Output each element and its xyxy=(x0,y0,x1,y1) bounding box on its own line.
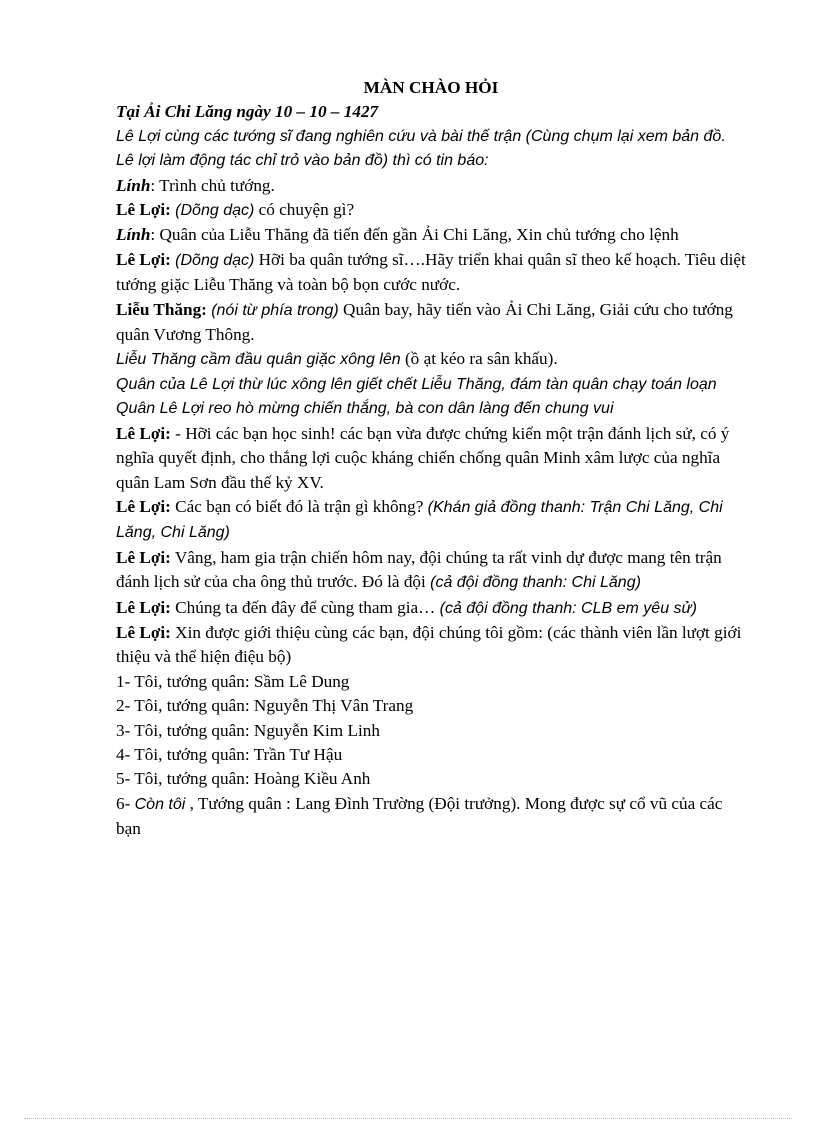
member-item: 1- Tôi, tướng quân: Sầm Lê Dung xyxy=(116,671,350,691)
speaker-name: Lê Lợi: xyxy=(116,597,171,617)
page-title: MÀN CHÀO HỎI xyxy=(363,78,499,97)
line-text: Xin được giới thiệu cùng các bạn, đội chúng tôi gồm: (các thành viên lần lượt giới thiệu và thể hiện điệu bộ) xyxy=(116,622,742,667)
narration xyxy=(116,347,746,372)
line-text: Trình chủ tướng. xyxy=(159,175,275,195)
stage-direction: (Dõng dạc) xyxy=(175,202,255,220)
member-italic: Còn tôi xyxy=(134,795,186,813)
dialogue-line xyxy=(116,298,746,348)
speaker-name: Lính xyxy=(116,175,151,195)
member-item: 5- Tôi, tướng quân: Hoàng Kiều Anh xyxy=(116,769,371,789)
page-bottom-border xyxy=(24,1118,792,1119)
dialogue-line xyxy=(116,546,746,596)
member-item-last xyxy=(116,792,746,842)
dialogue-line xyxy=(116,198,746,223)
separator: : xyxy=(150,225,160,245)
member-item: 2- Tôi, tướng quân: Nguyễn Thị Vân Trang xyxy=(116,696,414,716)
speaker-name: Lê Lợi: xyxy=(116,249,171,269)
separator: : xyxy=(150,175,160,195)
member-text: , Tướng quân : Lang Đình Trường (Đội trưởng). Mong được sự cổ vũ của các bạn xyxy=(116,793,723,839)
line-text: Chúng ta đến đây để cùng tham gia… xyxy=(170,597,440,617)
stage-direction: (cả đội đồng thanh: CLB em yêu sử) xyxy=(439,599,697,617)
speaker-name: Lê Lợi: xyxy=(116,200,171,220)
dialogue-line xyxy=(116,596,746,621)
narration: Quân Lê Lợi reo hò mừng chiến thắng, bà con dân làng đến chung vui xyxy=(116,400,614,418)
line-text: - Hỡi các bạn học sinh! các bạn vừa được chứng kiến một trận đánh lịch sử, có ý nghĩa quyết định, cho thắng lợi cuộc kháng chiến chống quân Minh xâm lược của nghĩa quân Lam Sơn đầu thế kỷ XV. xyxy=(116,423,730,492)
dialogue-line xyxy=(116,621,746,670)
dialogue-line xyxy=(116,248,746,298)
stage-direction: (Khán giả đồng thanh: Trận Chi Lăng, Chi Lăng, Chi Lăng) xyxy=(116,498,723,542)
dialogue-line xyxy=(116,223,746,247)
narration: Quân của Lê Lợi thừ lúc xông lên giết chết Liễu Thăng, đám tàn quân chạy toán loạn xyxy=(116,375,717,393)
member-item: 4- Tôi, tướng quân: Trần Tư Hậu xyxy=(116,744,343,764)
dialogue-line xyxy=(116,174,746,198)
scene-heading: Tại Ải Chi Lăng ngày 10 – 10 – 1427 xyxy=(116,102,379,122)
stage-direction: (cả đội đồng thanh: Chi Lăng) xyxy=(430,574,641,592)
stage-direction: (Dõng dạc) xyxy=(175,251,255,269)
line-text: Vâng, ham gia trận chiến hôm nay, đội chúng ta rất vinh dự được mang tên trận đánh lịch sử của cha ông thủ trước. Đó là đội xyxy=(116,547,722,592)
member-item: 3- Tôi, tướng quân: Nguyễn Kim Linh xyxy=(116,720,380,740)
stage-direction: (nói từ phía trong) xyxy=(211,301,339,319)
line-text: Quân bay, hãy tiến vào Ải Chi Lăng, Giải cứu cho tướng quân Vương Thông. xyxy=(116,299,733,345)
narration-text: (ồ ạt kéo ra sân khấu). xyxy=(400,349,558,369)
speaker-name: Lê Lợi: xyxy=(116,496,171,516)
line-text: có chuyện gì? xyxy=(254,200,355,220)
line-text: Hỡi ba quân tướng sĩ….Hãy triển khai quân sĩ theo kế hoạch. Tiêu diệt tướng giặc Liễu Thăng và toàn bộ bọn cước nước. xyxy=(116,249,746,295)
member-prefix: 6- xyxy=(116,793,135,813)
speaker-name: Lê Lợi: xyxy=(116,547,171,567)
speaker-name: Liễu Thăng: xyxy=(116,299,207,319)
speaker-name: Lê Lợi: xyxy=(116,622,171,642)
document-page xyxy=(116,76,746,842)
speaker-name: Lê Lợi: xyxy=(116,423,171,443)
dialogue-line xyxy=(116,422,746,495)
dialogue-line xyxy=(116,495,746,546)
line-text: Quân của Liễu Thăng đã tiến đến gần Ải Chi Lăng, Xin chủ tướng cho lệnh xyxy=(159,225,679,245)
speaker-name: Lính xyxy=(116,225,151,245)
narration-italic: Liễu Thăng cầm đầu quân giặc xông lên xyxy=(116,351,401,369)
intro-stage-direction: Lê Lợi cùng các tướng sĩ đang nghiên cứu và bài thế trận (Cùng chụm lại xem bản đồ. Lê lợi làm động tác chỉ trỏ vào bản đồ) thì có tin báo: xyxy=(116,127,726,170)
line-text: Các bạn có biết đó là trận gì không? xyxy=(170,496,428,516)
